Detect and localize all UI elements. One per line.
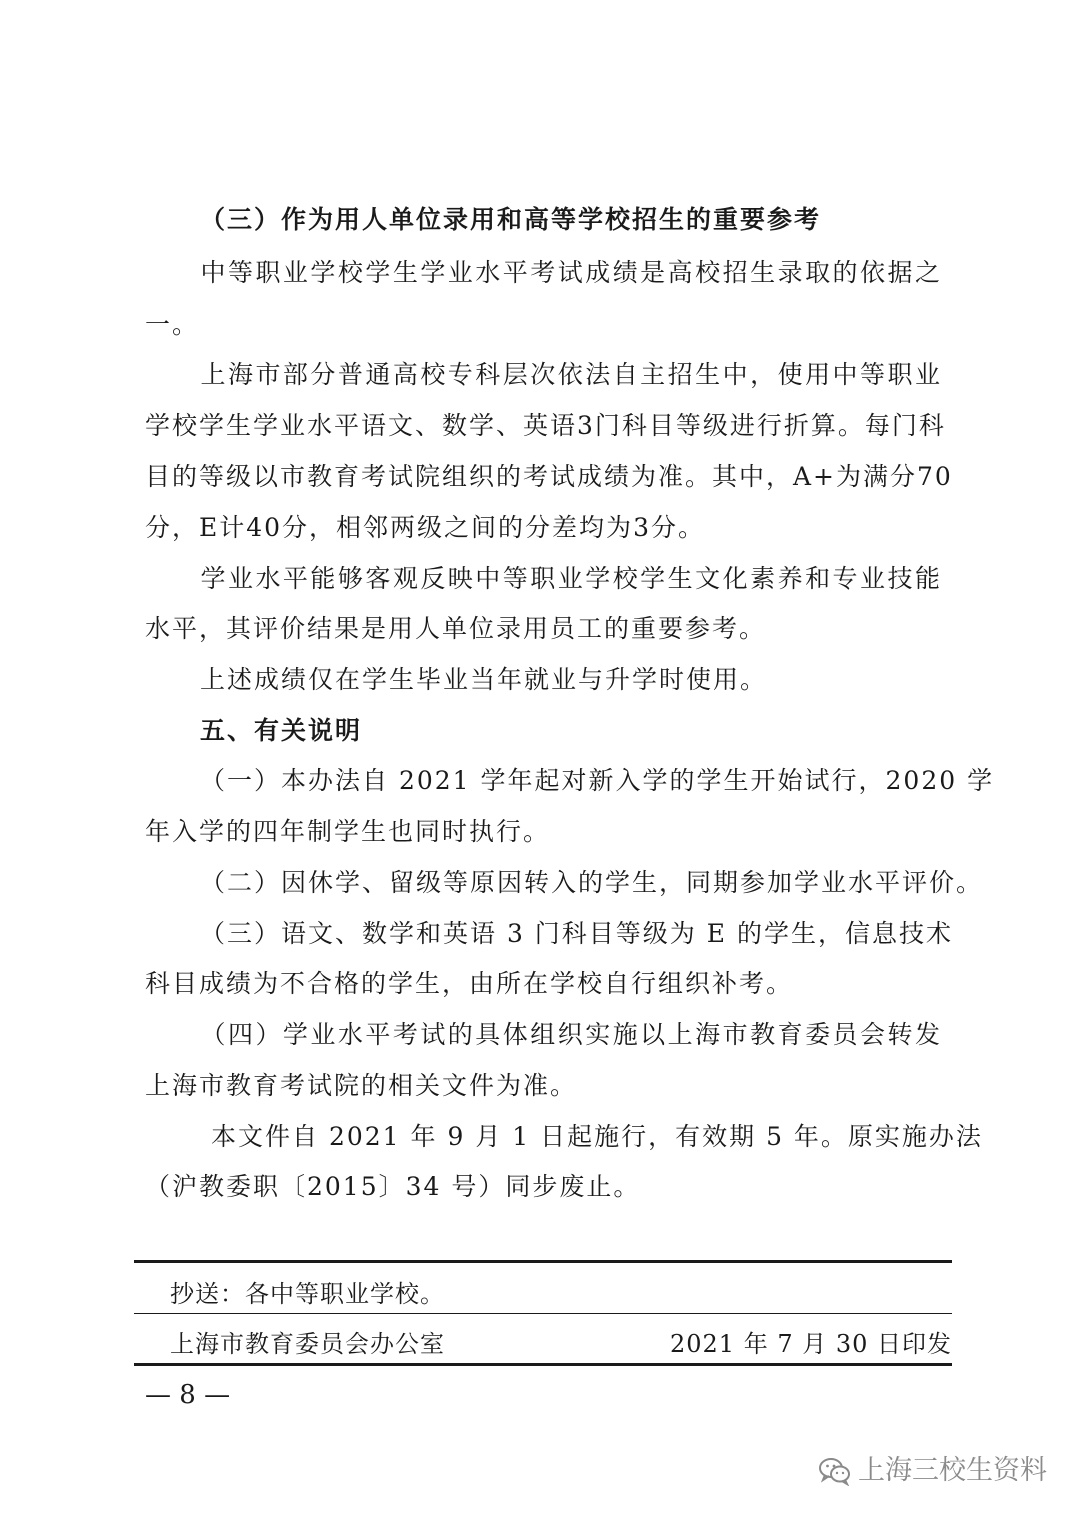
paragraph-line: 学校学生学业水平语文、数学、英语3门科目等级进行折算。每门科 <box>145 411 946 440</box>
paragraph-line: 上海市部分普通高校专科层次依法自主招生中，使用中等职业 <box>200 360 942 389</box>
section-heading-3: （三）作为用人单位录用和高等学校招生的重要参考 <box>200 205 822 234</box>
watermark <box>818 1454 1047 1488</box>
paragraph-line: 上述成绩仅在学生毕业当年就业与升学时使用。 <box>200 665 768 694</box>
issuer-name: 上海市教育委员会办公室 <box>170 1330 445 1358</box>
section-heading-5: 五、有关说明 <box>200 716 363 745</box>
wechat-icon <box>818 1456 852 1486</box>
paragraph-line: 本文件自 2021 年 9 月 1 日起施行，有效期 5 年。原实施办法 <box>211 1122 983 1151</box>
paragraph-line: 科目成绩为不合格的学生，由所在学校自行组织补考。 <box>145 969 794 998</box>
paragraph-line: （三）语文、数学和英语 3 门科目等级为 E 的学生，信息技术 <box>200 919 953 948</box>
watermark-text: 上海三校生资料 <box>858 1455 1047 1486</box>
paragraph-line: （一）本办法自 2021 学年起对新入学的学生开始试行，2020 学 <box>200 766 995 795</box>
paragraph-line: 年入学的四年制学生也同时执行。 <box>145 817 551 846</box>
cc-line: 抄送：各中等职业学校。 <box>170 1280 445 1308</box>
issue-date: 2021 年 7 月 30 日印发 <box>670 1330 953 1358</box>
paragraph-line: 学业水平能够客观反映中等职业学校学生文化素养和专业技能 <box>200 564 942 593</box>
paragraph-line: 一。 <box>145 310 200 339</box>
paragraph-line: 上海市教育考试院的相关文件为准。 <box>145 1071 578 1100</box>
paragraph-line: （四）学业水平考试的具体组织实施以上海市教育委员会转发 <box>200 1020 942 1049</box>
paragraph-line: （二）因休学、留级等原因转入的学生，同期参加学业水平评价。 <box>200 868 984 897</box>
paragraph-line: 目的等级以市教育考试院组织的考试成绩为准。其中，A+为满分70 <box>145 462 953 491</box>
paragraph-line: （沪教委职〔2015〕34 号）同步废止。 <box>145 1172 641 1201</box>
paragraph-line: 分，E计40分，相邻两级之间的分差均为3分。 <box>145 513 705 542</box>
footer-bottom-rule <box>134 1363 952 1366</box>
page-number: — 8 — <box>145 1380 231 1410</box>
paragraph-line: 中等职业学校学生学业水平考试成绩是高校招生录取的依据之 <box>200 258 942 287</box>
footer-top-rule <box>134 1260 952 1263</box>
footer-middle-rule <box>134 1313 952 1314</box>
paragraph-line: 水平，其评价结果是用人单位录用员工的重要参考。 <box>145 614 767 643</box>
